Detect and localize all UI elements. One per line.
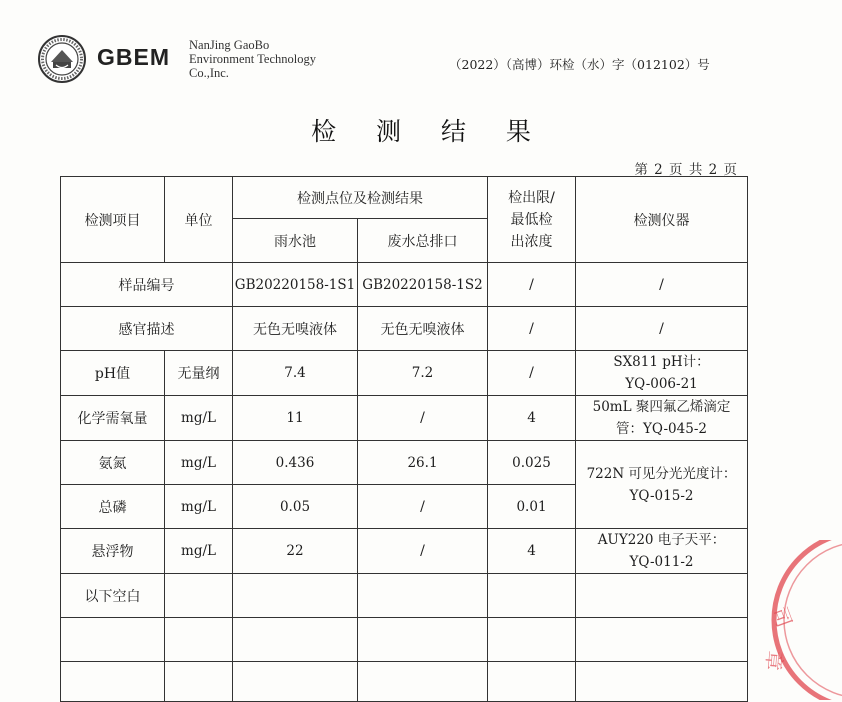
cell-item: 悬浮物: [61, 529, 165, 574]
cell-unit: mg/L: [165, 396, 233, 441]
cell-point2: 7.2: [358, 351, 488, 396]
stamp-text-1: 司: [767, 603, 797, 631]
empty-cell: [488, 618, 576, 662]
table-row: [61, 396, 748, 441]
cell-point1: 22: [233, 529, 358, 574]
brand-name: GBEM: [97, 44, 170, 70]
cell-item: 总磷: [61, 485, 165, 529]
table-row-sample-id: [61, 263, 748, 307]
empty-cell: [233, 574, 358, 618]
empty-cell: [576, 618, 748, 662]
page-indicator: 第 2 页 共 2 页: [634, 162, 738, 178]
empty-cell: [358, 662, 488, 702]
table-row: [61, 351, 748, 396]
empty-cell: [358, 574, 488, 618]
instrument-line1: SX811 pH计：: [613, 354, 710, 370]
instrument-line2: YQ-006-21: [625, 376, 698, 392]
cell-unit: mg/L: [165, 529, 233, 574]
table-row-blank-marker: [61, 574, 748, 618]
table-row: [61, 441, 748, 485]
header-limit-line3: 出浓度: [510, 233, 553, 250]
cell-instrument: /: [576, 263, 748, 307]
cell-instrument: [576, 396, 748, 441]
header-limit-line1: 检出限/: [508, 189, 555, 206]
header-item: 检测项目: [61, 177, 165, 263]
cell-point1: 0.05: [233, 485, 358, 529]
cell-point1: GB20220158-1S1: [233, 263, 358, 307]
cell-limit: 0.01: [488, 485, 576, 529]
page-title: 检 测 结 果: [311, 117, 547, 146]
cell-item: pH值: [61, 351, 165, 396]
cell-point2: /: [358, 529, 488, 574]
row-label: 感官描述: [61, 307, 233, 351]
empty-cell: [165, 618, 233, 662]
cell-unit: mg/L: [165, 485, 233, 529]
cell-point1: 7.4: [233, 351, 358, 396]
empty-cell: [233, 662, 358, 702]
company-name-line2: Environment Technology: [189, 52, 316, 66]
stamp-text-2: 章: [761, 649, 787, 672]
cell-limit: /: [488, 263, 576, 307]
cell-unit: 无量纲: [165, 351, 233, 396]
cell-point2: GB20220158-1S2: [358, 263, 488, 307]
instrument-line2: YQ-011-2: [629, 554, 694, 570]
cell-limit: /: [488, 307, 576, 351]
header-unit: 单位: [165, 177, 233, 263]
header-points-group: 检测点位及检测结果: [233, 177, 488, 219]
cell-limit: 0.025: [488, 441, 576, 485]
cell-point1: 0.436: [233, 441, 358, 485]
table-row-empty: [61, 662, 748, 702]
company-stamp: [742, 540, 842, 700]
empty-cell: [358, 618, 488, 662]
report-number: （2022）（高博）环检（水）字（012102）号: [449, 57, 710, 72]
company-seal-logo-icon: [38, 35, 86, 83]
empty-cell: [165, 574, 233, 618]
cell-point1: 11: [233, 396, 358, 441]
empty-cell: [488, 662, 576, 702]
table-row-empty: [61, 618, 748, 662]
empty-cell: [61, 618, 165, 662]
instrument-line1: 50mL 聚四氟乙烯滴定: [592, 399, 731, 415]
cell-instrument: [576, 529, 748, 574]
cell-point2: /: [358, 396, 488, 441]
instrument-line1: AUY220 电子天平：: [597, 532, 726, 548]
table-row: [61, 529, 748, 574]
cell-item: 氨氮: [61, 441, 165, 485]
cell-limit: 4: [488, 396, 576, 441]
cell-instrument: [576, 351, 748, 396]
cell-point2: /: [358, 485, 488, 529]
row-label: 样品编号: [61, 263, 233, 307]
empty-cell: [233, 618, 358, 662]
instrument-line1: 722N 可见分光光度计：: [586, 465, 737, 482]
cell-instrument: [576, 441, 748, 529]
company-name-line1: NanJing GaoBo: [189, 38, 270, 52]
cell-point1: 无色无嗅液体: [233, 307, 358, 351]
cell-point2: 26.1: [358, 441, 488, 485]
cell-item: 化学需氧量: [61, 396, 165, 441]
empty-cell: [165, 662, 233, 702]
header-point1: 雨水池: [233, 219, 358, 263]
empty-cell: [488, 574, 576, 618]
company-name: [189, 38, 316, 80]
empty-cell: [576, 574, 748, 618]
cell-limit: 4: [488, 529, 576, 574]
cell-unit: mg/L: [165, 441, 233, 485]
header-instrument: 检测仪器: [576, 177, 748, 263]
empty-cell: [61, 662, 165, 702]
cell-instrument: /: [576, 307, 748, 351]
header-limit: [488, 177, 576, 263]
cell-limit: /: [488, 351, 576, 396]
blank-label: 以下空白: [61, 574, 165, 618]
results-table: [60, 176, 748, 702]
instrument-line2: 管：YQ-045-2: [616, 421, 707, 437]
header-limit-line2: 最低检: [510, 211, 553, 228]
company-name-line3: Co.,Inc.: [189, 66, 229, 80]
instrument-line2: YQ-015-2: [629, 487, 694, 504]
header-point2: 废水总排口: [358, 219, 488, 263]
cell-point2: 无色无嗅液体: [358, 307, 488, 351]
table-row-sensory: [61, 307, 748, 351]
empty-cell: [576, 662, 748, 702]
